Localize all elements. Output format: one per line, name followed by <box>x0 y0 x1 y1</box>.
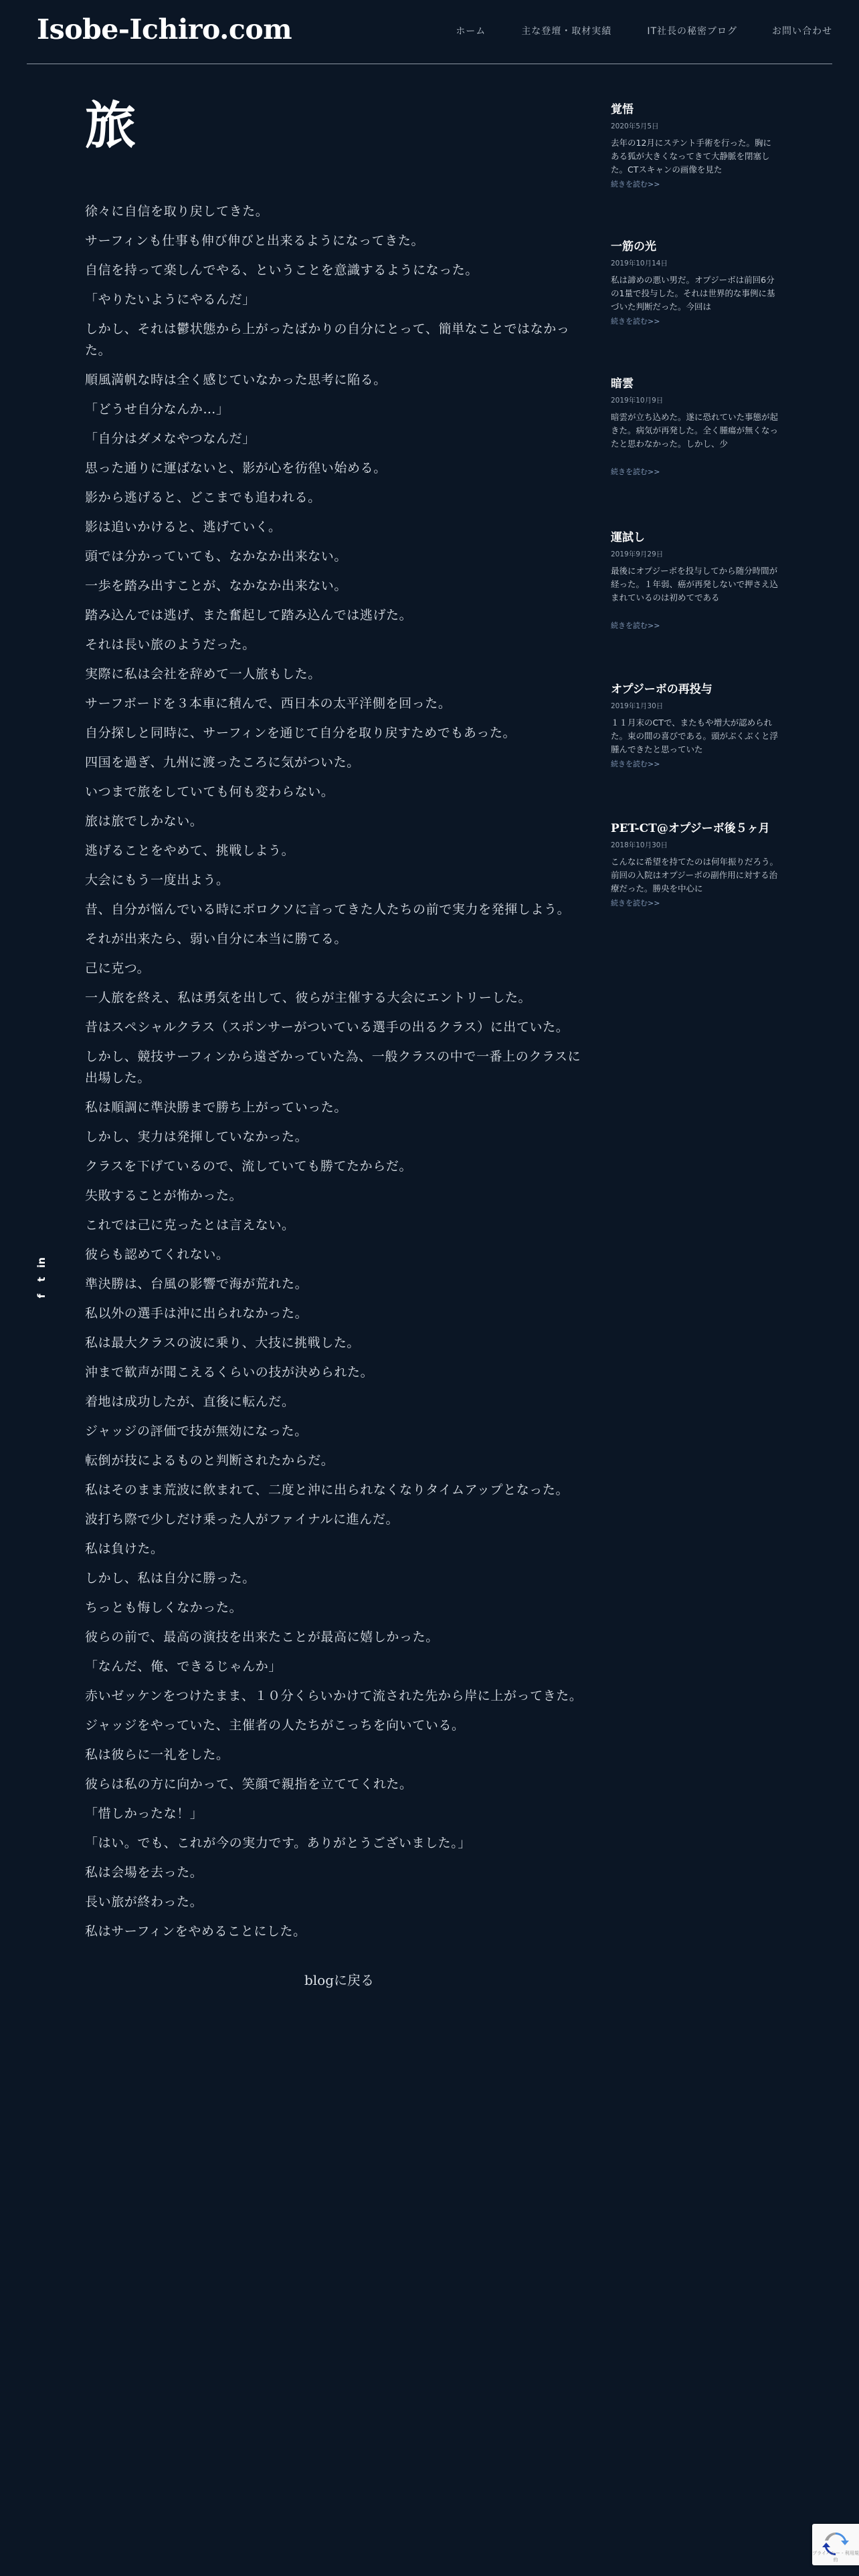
article-paragraph: 私はサーフィンをやめることにした。 <box>85 1924 306 1939</box>
read-more-link[interactable]: 続きを読む>> <box>611 467 660 476</box>
sidebar-post <box>611 819 778 908</box>
article-paragraph: 私はそのまま荒波に飲まれて、二度と沖に出られなくなりタイムアップとなった。 <box>85 1483 569 1497</box>
read-more-link[interactable]: 続きを読む>> <box>611 760 660 768</box>
article-paragraph: 赤いゼッケンをつけたまま、１０分くらいかけて流された先から岸に上がってきた。 <box>85 1689 583 1703</box>
nav-blog[interactable]: IT社長の秘密ブログ <box>647 26 737 37</box>
linkedin-icon[interactable]: in <box>35 1257 47 1268</box>
article-paragraph: 一歩を踏み出すことが、なかなか出来ない。 <box>85 578 348 593</box>
post-excerpt: 最後にオプジーボを投与してから随分時間が経った。１年弱、癌が再発しないで押さえ込まれているのは初めてである <box>611 566 778 603</box>
article-paragraph: 私以外の選手は沖に出られなかった。 <box>85 1306 308 1321</box>
article-paragraph: 私は彼らに一礼をした。 <box>85 1747 229 1762</box>
article-paragraph: 「自分はダメなやつなんだ」 <box>85 431 256 446</box>
article-paragraph: 私は会場を去った。 <box>85 1865 203 1880</box>
article-paragraph: 昔はスペシャルクラス（スポンサーがついている選手の出るクラス）に出ていた。 <box>85 1020 569 1035</box>
article-paragraph: 自分探しと同時に、サーフィンを通じて自分を取り戻すためでもあった。 <box>85 726 516 740</box>
article-paragraph: 己に克つ。 <box>85 961 151 976</box>
article-paragraph: 頭では分かっていても、なかなか出来ない。 <box>85 549 348 564</box>
nav-home[interactable]: ホーム <box>456 26 486 37</box>
sidebar-post <box>611 528 778 631</box>
post-title-link[interactable]: 覚悟 <box>611 103 634 116</box>
article-paragraph: 彼らも認めてくれない。 <box>85 1247 229 1262</box>
article-paragraph: クラスを下げているので、流していても勝てたからだ。 <box>85 1159 413 1174</box>
article-paragraph: 四国を過ぎ、九州に渡ったころに気がついた。 <box>85 755 360 770</box>
post-excerpt: 暗雲が立ち込めた。遂に恐れていた事態が起きた。病気が再発した。全く腫瘍が無くなったと思わなかった。しかし、少 <box>611 412 778 449</box>
site-title[interactable]: Isobe-Ichiro.com <box>37 13 292 45</box>
read-more-link[interactable]: 続きを読む>> <box>611 899 660 907</box>
article-paragraph: それが出来たら、弱い自分に本当に勝てる。 <box>85 932 348 946</box>
article-paragraph: 失敗することが怖かった。 <box>85 1188 243 1203</box>
article-paragraph: ジャッジの評価で技が無効になった。 <box>85 1424 308 1438</box>
sidebar-post <box>611 237 778 326</box>
article-paragraph: 彼らの前で、最高の演技を出来たことが最高に嬉しかった。 <box>85 1630 439 1644</box>
article-paragraph: 徐々に自信を取り戻してきた。 <box>85 204 269 219</box>
article-paragraph: 一人旅を終え、私は勇気を出して、彼らが主催する大会にエントリーした。 <box>85 990 532 1005</box>
article-paragraph: 「はい。でも、これが今の実力です。ありがとうございました。」 <box>85 1836 471 1850</box>
article-paragraph: 順風満帆な時は全く感じていなかった思考に陥る。 <box>85 372 387 387</box>
article-body <box>85 201 593 1950</box>
article-paragraph: しかし、私は自分に勝った。 <box>85 1571 256 1586</box>
article-paragraph: 大会にもう一度出よう。 <box>85 873 229 887</box>
article-paragraph: これでは己に克ったとは言えない。 <box>85 1218 295 1232</box>
article-paragraph: 思った通りに運ばないと、影が心を彷徨い始める。 <box>85 461 387 475</box>
article-paragraph: 私は順調に準決勝まで勝ち上がっていった。 <box>85 1100 348 1115</box>
article-paragraph: 「やりたいようにやるんだ」 <box>85 292 256 307</box>
main-nav <box>456 24 832 37</box>
article-paragraph: 私は負けた。 <box>85 1541 164 1556</box>
article-paragraph: 影から逃げると、どこまでも追われる。 <box>85 490 321 505</box>
post-date: 2019年9月29日 <box>611 550 664 558</box>
post-title-link[interactable]: 運試し <box>611 531 645 544</box>
article-paragraph: 「どうせ自分なんか…」 <box>85 402 229 417</box>
article-paragraph: 転倒が技によるものと判断されたからだ。 <box>85 1453 335 1468</box>
sidebar-post <box>611 680 778 769</box>
recaptcha-badge[interactable] <box>812 2524 859 2565</box>
nav-media[interactable]: 主な登壇・取材実績 <box>521 26 612 37</box>
article-paragraph: 「惜しかったな！」 <box>85 1806 203 1821</box>
article-paragraph: 昔、自分が悩んでいる時にボロクソに言ってきた人たちの前で実力を発揮しよう。 <box>85 902 571 917</box>
article-paragraph: サーフボードを３本車に積んで、西日本の太平洋側を回った。 <box>85 696 452 711</box>
article-paragraph: 自信を持って楽しんでやる、ということを意識するようになった。 <box>85 263 479 278</box>
article-paragraph: 実際に私は会社を辞めて一人旅もした。 <box>85 667 321 681</box>
post-title-link[interactable]: 暗雲 <box>611 377 634 391</box>
article-paragraph: いつまで旅をしていても何も変わらない。 <box>85 784 335 799</box>
sidebar-post <box>611 100 778 189</box>
site-header <box>27 0 832 64</box>
article-paragraph: サーフィンも仕事も伸び伸びと出来るようになってきた。 <box>85 233 425 248</box>
article-paragraph: 踏み込んでは逃げ、また奮起して踏み込んでは逃げた。 <box>85 608 413 623</box>
facebook-icon[interactable]: f <box>35 1293 47 1299</box>
article-paragraph: 着地は成功したが、直後に転んだ。 <box>85 1394 295 1409</box>
post-date: 2019年10月14日 <box>611 259 668 267</box>
post-title-link[interactable]: 一筋の光 <box>611 240 656 253</box>
article-paragraph: ちっとも悔しくなかった。 <box>85 1600 243 1615</box>
back-to-blog-link[interactable]: blogに戻る <box>304 1972 375 1988</box>
article-paragraph: ジャッジをやっていた、主催者の人たちがこっちを向いている。 <box>85 1718 465 1733</box>
article-paragraph: 旅は旅でしかない。 <box>85 814 203 829</box>
article-paragraph: 沖まで歓声が聞こえるくらいの技が決められた。 <box>85 1365 374 1380</box>
read-more-link[interactable]: 続きを読む>> <box>611 621 660 630</box>
article-paragraph: しかし、実力は発揮していなかった。 <box>85 1130 308 1144</box>
article-paragraph: それは長い旅のようだった。 <box>85 637 256 652</box>
social-links <box>33 1257 50 1301</box>
post-title-link[interactable]: オプジーボの再投与 <box>611 683 712 696</box>
article-paragraph: 波打ち際で少しだけ乗った人がファイナルに進んだ。 <box>85 1512 399 1527</box>
post-date: 2019年1月30日 <box>611 702 664 710</box>
post-excerpt: 去年の12月にステント手術を行った。胸にある狐が大きくなってきて大静脈を閉塞した。CTスキャンの画像を見た <box>611 138 772 175</box>
article-title: 旅 <box>85 96 136 155</box>
article <box>85 94 593 1939</box>
article-paragraph: 「なんだ、俺、できるじゃんか」 <box>85 1659 282 1674</box>
post-excerpt: １１月末のCTで、またもや増大が認められた。束の間の喜びである。頭がぶくぶくと浮腫んできたと思っていた <box>611 718 778 754</box>
article-paragraph: しかし、競技サーフィンから遠ざかっていた為、一般クラスの中で一番上のクラスに出場した。 <box>85 1049 581 1085</box>
article-paragraph: 彼らは私の方に向かって、笑顔で親指を立ててくれた。 <box>85 1777 413 1792</box>
article-paragraph: 影は追いかけると、逃げていく。 <box>85 520 282 534</box>
article-paragraph: 長い旅が終わった。 <box>85 1895 203 1909</box>
article-paragraph: 逃げることをやめて、挑戦しよう。 <box>85 843 295 858</box>
sidebar-post <box>611 374 778 477</box>
post-excerpt: 私は諦めの悪い男だ。オプジーボは前回6分の1量で投与した。それは世界的な事例に基づいた判断だった。今回は <box>611 275 775 312</box>
read-more-link[interactable]: 続きを読む>> <box>611 317 660 326</box>
post-excerpt: こんなに希望を持てたのは何年振りだろう。前回の入院はオプジーボの副作用に対する治療だった。勝央を中心に <box>611 857 778 893</box>
post-date: 2018年10月30日 <box>611 841 668 849</box>
post-date: 2020年5月5日 <box>611 122 659 130</box>
article-paragraph: 準決勝は、台風の影響で海が荒れた。 <box>85 1277 308 1291</box>
post-date: 2019年10月9日 <box>611 397 664 405</box>
article-paragraph: しかし、それは鬱状態から上がったばかりの自分にとって、簡単なことではなかった。 <box>85 322 570 358</box>
article-paragraph: 私は最大クラスの波に乗り、大技に挑戦した。 <box>85 1335 361 1350</box>
post-title-link[interactable]: PET-CT@オプジーボ後５ヶ月 <box>611 822 770 835</box>
nav-contact[interactable]: お問い合わせ <box>772 26 832 37</box>
read-more-link[interactable]: 続きを読む>> <box>611 180 660 189</box>
twitter-icon[interactable]: t <box>35 1277 47 1282</box>
recaptcha-links[interactable]: プライバシー - 利用規約 <box>812 2551 859 2563</box>
